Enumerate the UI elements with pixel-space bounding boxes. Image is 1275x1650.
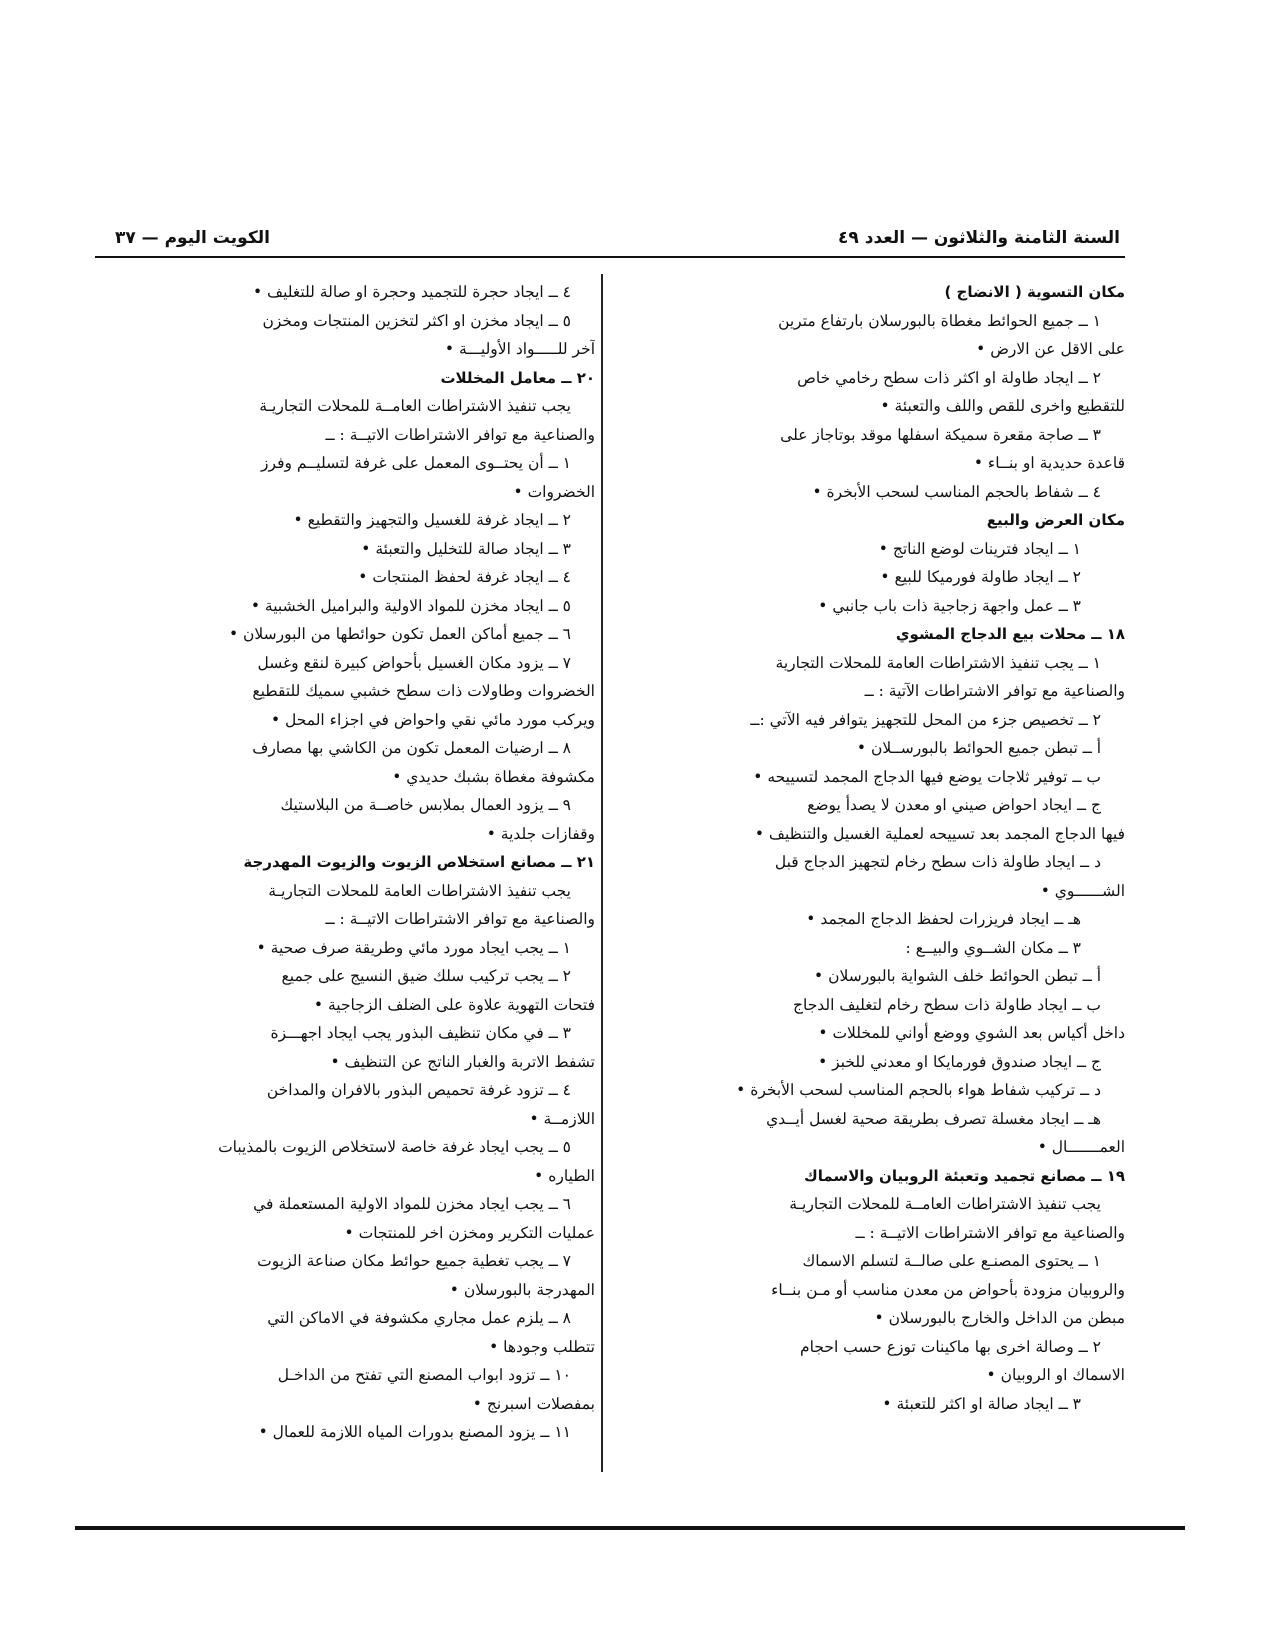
text-line: ٤ ــ ايجاد حجرة للتجميد وحجرة او صالة للتغليف • (252, 283, 571, 301)
section-heading: مكان التسوية ( الانضاج ) (944, 283, 1125, 301)
text-line: تشفط الاتربة والغبار الناتج عن التنظيف • (330, 1052, 595, 1071)
text-line: ب ــ توفير ثلاجات يوضع فيها الدجاج المجمد لتسييحه • (753, 767, 1101, 786)
text-line: والصناعية مع توافر الاشتراطات الاتيــة : ــ (855, 1223, 1125, 1242)
text-line: الشــــــوي • (1040, 881, 1125, 900)
text-line: ج ــ ايجاد صندوق فورمايكا او معدني للخبز • (818, 1052, 1101, 1071)
text-line: بمفصلات اسبرنج • (472, 1394, 595, 1413)
text-line: ١ ــ ايجاد فترينات لوضع الناتج • (878, 539, 1081, 558)
text-line: ب ــ ايجاد طاولة ذات سطح رخام لتغليف الدجاج (792, 995, 1101, 1014)
text-line: أ ــ تبطن الحوائط خلف الشواية بالبورسلان • (814, 967, 1101, 985)
text-line: ٢ ــ ايجاد غرفة للغسيل والتجهيز والتقطيع • (293, 511, 571, 529)
text-line: ٧ ــ يزود مكان الغسيل بأحواض كبيرة لنقع وغسل (257, 653, 571, 672)
text-line: الاسماك او الروبيان • (986, 1366, 1125, 1384)
text-line: هـ ــ ايجاد مغسلة تصرف بطريقة صحية لغسل أيــدي (766, 1109, 1101, 1128)
text-line: فيها الدجاج المجمد بعد تسييحه لعملية الغسيل والتنظيف • (754, 824, 1125, 843)
text-line: ١ ــ جميع الحوائط مغطاة بالبورسلان بارتفاع مترين (778, 311, 1101, 330)
text-line: ٣ ــ صاجة مقعرة سميكة اسفلها موقد بوتاجاز على (780, 425, 1101, 444)
text-line: ٩ ــ يزود العمال بملابس خاصــة من البلاستيك (280, 796, 571, 814)
text-line: ٥ ــ ايجاد مخزن للمواد الاولية والبراميل الخشبية • (250, 596, 571, 615)
text-line: العمـــــــال • (1037, 1138, 1125, 1156)
text-line: ٤ ــ تزود غرفة تحميص البذور بالافران والمداخن (266, 1081, 571, 1099)
text-line: ٣ ــ ايجاد صالة للتخليل والتعبئة • (361, 539, 571, 558)
text-line: ٢ ــ تخصيص جزء من المحل للتجهيز يتوافر فيه الآتي :ــ (750, 710, 1101, 729)
text-line: ١ ــ يحتوى المصنـع على صالــة لتسلم الاسماك (802, 1252, 1101, 1270)
text-line: ٨ ــ ارضيات المعمل تكون من الكاشي بها مصارف (252, 739, 571, 757)
text-line: ٧ ــ يجب تغطية جميع حوائط مكان صناعة الزيوت (257, 1252, 571, 1270)
text-line: ١٠ ــ تزود ابواب المصنع التي تفتح من الداخـل (277, 1366, 571, 1384)
section-heading: ١٩ ــ مصانع تجميد وتعبئة الروبيان والاسماك (804, 1166, 1125, 1185)
section-heading: ٢٠ ــ معامل المخللات (440, 368, 595, 387)
text-line: ٣ ــ ايجاد صالة او اكثر للتعبئة • (882, 1394, 1081, 1413)
text-line: ٥ ــ ايجاد مخزن او اكثر لتخزين المنتجات ومخزن (262, 311, 571, 330)
footer-rule (75, 1526, 1185, 1530)
text-line: آخر للـــــواد الأوليـــة • (444, 340, 595, 358)
column-divider (601, 274, 603, 1472)
text-line: أ ــ تبطن جميع الحوائط بالبورســلان • (856, 739, 1101, 757)
text-line: وقفازات جلدية • (486, 824, 595, 843)
text-line: ج ــ ايجاد احواض صيني او معدن لا يصدأ يوضع (807, 796, 1101, 814)
text-line: والصناعية مع توافر الاشتراطات الاتيــة : ــ (325, 425, 595, 444)
text-line: ٢ ــ ايجاد طاولة فورميكا للبيع • (880, 568, 1081, 586)
text-line: على الاقل عن الارض • (976, 340, 1125, 358)
text-line: ١ ــ يجب تنفيذ الاشتراطات العامة للمحلات التجارية (775, 653, 1101, 672)
text-line: مكشوفة مغطاة بشبك حديدي • (392, 767, 595, 786)
text-line: يجب تنفيذ الاشتراطات العامة للمحلات التجاريـة (268, 881, 571, 900)
text-line: ٨ ــ يلزم عمل مجاري مكشوفة في الاماكن التي (267, 1309, 571, 1327)
text-line: فتحات التهوية علاوة على الضلف الزجاجية • (313, 995, 595, 1014)
text-line: تتطلب وجودها • (489, 1337, 595, 1356)
text-line: يجب تنفيذ الاشتراطات العامــة للمحلات التجاريـة (259, 397, 571, 415)
section-heading: ٢١ ــ مصانع استخلاص الزيوت والزيوت المهدرجة (243, 853, 595, 871)
right-column (640, 278, 1125, 1418)
text-line: ٢ ــ ايجاد طاولة او اكثر ذات سطح رخامي خاص (797, 368, 1101, 387)
text-line: عمليات التكرير ومخزن اخر للمنتجات • (344, 1223, 595, 1242)
page-number: الكويت اليوم — ٣٧ (115, 228, 270, 248)
header-rule (95, 256, 1125, 258)
text-line: ٣ ــ عمل واجهة زجاجية ذات باب جانبي • (818, 596, 1081, 615)
text-line: والصناعية مع توافر الاشتراطات الآتية : ــ (864, 682, 1125, 700)
text-line: ١ ــ أن يحتــوى المعمل على غرفة لتسليــم وفرز (261, 454, 571, 472)
text-line: ٣ ــ مكان الشــوي والبيــع : (905, 938, 1081, 957)
text-line: ٣ ــ في مكان تنظيف البذور يجب ايجاد اجهـــزة (270, 1024, 571, 1042)
text-line: يجب تنفيذ الاشتراطات العامــة للمحلات التجاريـة (789, 1195, 1101, 1213)
left-column (115, 278, 595, 1447)
text-line: ٥ ــ يجب ايجاد غرفة خاصة لاستخلاص الزيوت بالمذيبات (218, 1138, 571, 1156)
text-line: ٤ ــ شفاط بالحجم المناسب لسحب الأبخرة • (812, 482, 1101, 501)
text-line: ٤ ــ ايجاد غرفة لحفظ المنتجات • (358, 568, 571, 586)
section-heading: ١٨ ــ محلات بيع الدجاج المشوي (895, 625, 1125, 643)
text-line: للتقطيع واخرى للقص واللف والتعبئة • (880, 397, 1125, 415)
text-line: قاعدة حديدية او بنــاء • (973, 454, 1125, 472)
text-line: داخل أكياس بعد الشوي ووضع أواني للمخللات • (818, 1024, 1125, 1042)
section-heading: مكان العرض والبيع (986, 511, 1125, 529)
text-line: المهدرجة بالبورسلان • (449, 1280, 595, 1299)
text-line: الخضروات • (513, 482, 595, 501)
text-line: الطياره • (534, 1166, 595, 1185)
text-line: ١١ ــ يزود المصنع بدورات المياه اللازمة للعمال • (258, 1423, 571, 1441)
text-line: الخضروات وطاولات ذات سطح خشبي سميك للتقطيع (252, 682, 595, 700)
text-line: ٦ ــ يجب ايجاد مخزن للمواد الاولية المستعملة في (253, 1195, 571, 1213)
text-line: د ــ ايجاد طاولة ذات سطح رخام لتجهيز الدجاج قبل (774, 853, 1101, 871)
text-line: اللازمــة • (529, 1109, 595, 1128)
text-line: ٢ ــ وصالة اخرى بها ماكينات توزع حسب احجام (800, 1337, 1101, 1356)
issue-info: السنة الثامنة والثلاثون — العدد ٤٩ (838, 228, 1120, 248)
text-line: د ــ تركيب شفاط هواء بالحجم المناسب لسحب الأبخرة • (736, 1081, 1101, 1099)
text-line: ١ ــ يجب ايجاد مورد مائي وطريقة صرف صحية • (256, 938, 571, 957)
text-line: والروبيان مزودة بأحواض من معدن مناسب أو مـن بنــاء (771, 1280, 1125, 1299)
text-line: هـ ــ ايجاد فريزرات لحفظ الدجاج المجمد • (806, 910, 1081, 928)
text-line: مبطن من الداخل والخارج بالبورسلان • (874, 1309, 1125, 1327)
text-line: والصناعية مع توافر الاشتراطات الاتيــة : ــ (325, 910, 595, 928)
page-header (115, 222, 1120, 252)
text-line: ويركب مورد مائي نقي واحواض في اجزاء المحل • (270, 710, 595, 729)
text-line: ٢ ــ يجب تركيب سلك ضيق النسيج على جميع (281, 967, 571, 985)
text-line: ٦ ــ جميع أماكن العمل تكون حوائطها من البورسلان • (228, 625, 571, 643)
